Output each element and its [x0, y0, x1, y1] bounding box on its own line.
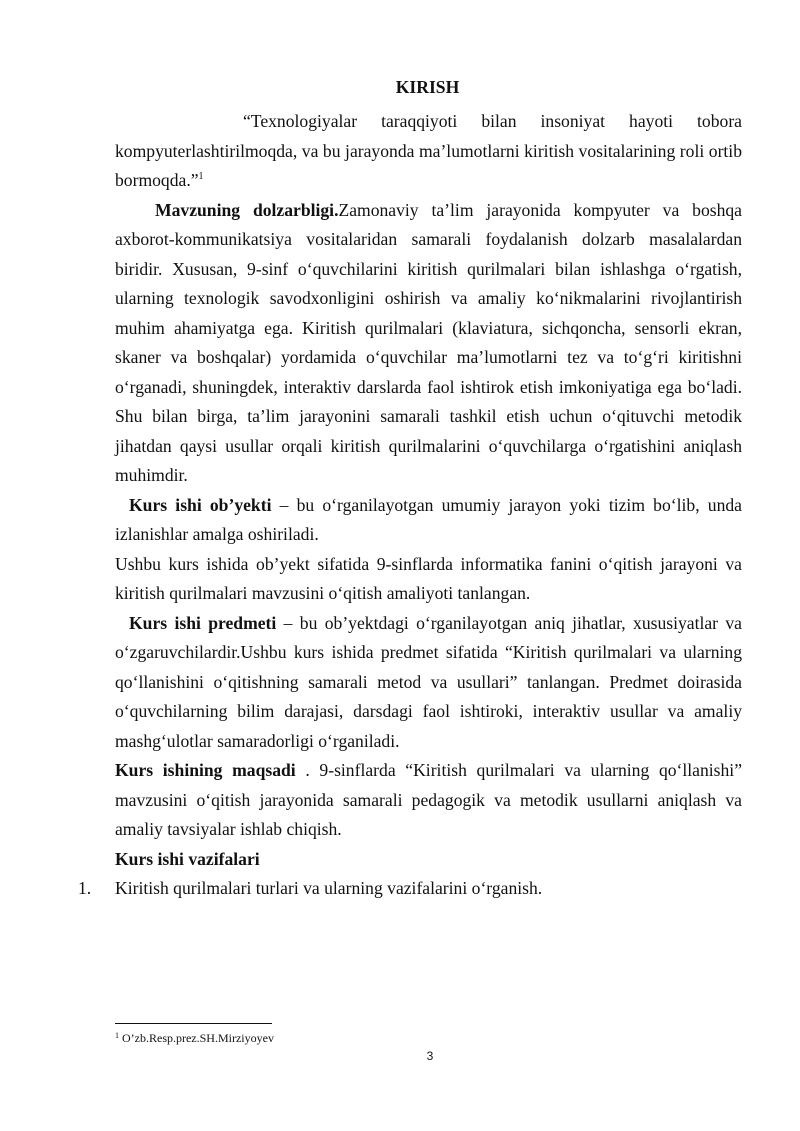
goal-paragraph [115, 756, 742, 845]
list-item [78, 874, 742, 904]
object-paragraph [115, 491, 742, 550]
subject-paragraph [115, 609, 742, 757]
epigraph-paragraph [115, 107, 742, 196]
goal-heading: Kurs ishining maqsadi [115, 760, 296, 780]
object-text: – bu o‘rganilayotgan umumiy jarayon yoki tizim bo‘lib, unda izlanishlar amalga oshiriladi. [115, 494, 742, 544]
page-title: KIRISH [395, 77, 460, 97]
subject-text: – bu ob’yektdagi o‘rganilayotgan aniq jihatlar, xususiyatlar va o‘zgaruvchilardir.Ushbu kurs ishida predmet sifatida “Kiritish qurilmalari va ularning qo‘llanishini o‘qitishning samarali metod va usullari” tanlangan. Predmet doirasida o‘quvchilarning bilim darajasi, darsdagi faol ishtiroki, interaktiv usullar va amaliy mashg‘ulotlar samaradorligi o‘rganiladi. [115, 612, 742, 751]
footnote-text: O’zb.Resp.prez.SH.Mirziyoyev [119, 1031, 274, 1045]
epigraph-text: “Texnologiyalar taraqqiyoti bilan insoniyat hayoti tobora kompyuterlashtirilmoqda, va bu jarayonda ma’lumotlarni kiritish vositalarining roli ortib bormoqda.” [115, 111, 742, 190]
page-number: 3 [426, 1049, 434, 1063]
subject-heading: Kurs ishi predmeti [129, 612, 277, 633]
relevance-text: Zamonaviy ta’lim jarayonida kompyuter va boshqa axborot-kommunikatsiya vositalaridan samarali foydalanish dolzarb masalalardan biridir. Xususan, 9-sinf o‘quvchilarini kiritish qurilmalari bilan ishlashga o‘rgatish, ularning texnologik savodxonligini oshirish va amaliy ko‘nikmalarini rivojlantirish muhim ahamiyatga ega. Kiritish qurilmalari (klaviatura, sichqoncha, sensorli ekran, skaner va boshqalar) yordamida o‘quvchilar ma’lumotlarni tez va to‘g‘ri kiritishni o‘rganadi, shuningdek, interaktiv darslarda faol ishtirok etish imkoniyatiga ega bo‘ladi. Shu bilan birga, ta’lim jarayonini samarali tashkil etish uchun o‘qituvchi metodik jihatdan qaysi usullar orqali kiritish qurilmalarini o‘quvchilarga o‘rgatishini aniqlash muhimdir. [115, 199, 742, 485]
relevance-paragraph [115, 196, 742, 491]
object-followup-paragraph: Ushbu kurs ishida ob’yekt sifatida 9-sinflarda informatika fanini o‘qitish jarayoni va kiritish qurilmalari mavzusini o‘qitish amaliyoti tanlangan. [115, 553, 742, 603]
footnote-number: 1 [115, 1031, 119, 1040]
tasks-heading-paragraph [115, 845, 742, 875]
list-item-text: Kiritish qurilmalari turlari va ularning vazifalarini o‘rganish. [115, 878, 543, 898]
footnote-separator [115, 1023, 272, 1024]
tasks-heading: Kurs ishi vazifalari [115, 848, 260, 869]
footnote-reference[interactable]: 1 [198, 171, 204, 182]
footnote [115, 1030, 274, 1046]
relevance-heading: Mavzuning dolzarbligi. [155, 199, 339, 220]
goal-text: . 9-sinflarda “Kiritish qurilmalari va ularning qo‘llanishi” mavzusini o‘qitish jarayonida samarali pedagogik va metodik usullarni aniqlash va amaliy tavsiyalar ishlab chiqish. [115, 760, 743, 839]
object-heading: Kurs ishi ob’yekti [129, 494, 272, 515]
body-text [78, 107, 743, 904]
list-item-number: 1. [78, 878, 92, 898]
